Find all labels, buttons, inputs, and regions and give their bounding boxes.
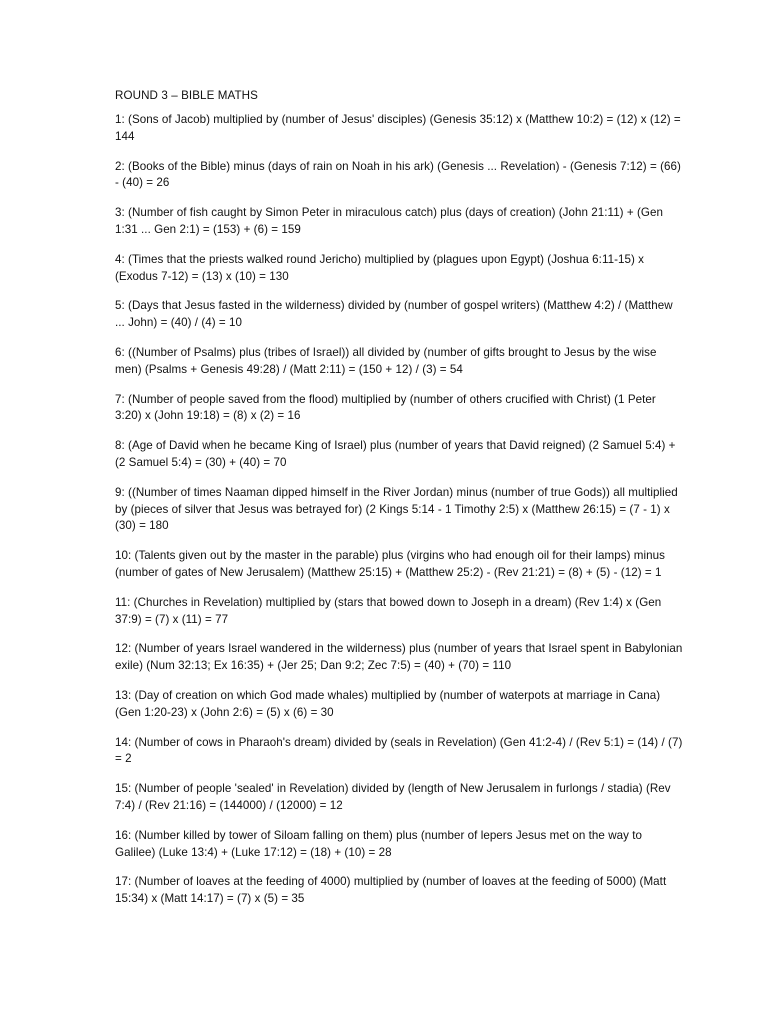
question-16: 16: (Number killed by tower of Siloam falling on them) plus (number of lepers Jesus met on the way to Galilee) (Luke 13:4) + (Luke 17:12) = (18) + (10) = 28 <box>115 828 643 859</box>
question-4: 4: (Times that the priests walked round Jericho) multiplied by (plagues upon Egypt) (Joshua 6:11-15) x (Exodus 7-12) = (13) x (10) = 130 <box>115 252 645 283</box>
question-10: 10: (Talents given out by the master in the parable) plus (virgins who had enough oil for their lamps) minus (number of gates of New Jerusalem) (Matthew 25:15) + (Matthew 25:2) - (Rev 21:21) = (8) + (5) - (12) = 1 <box>115 549 665 579</box>
question-1: 1: (Sons of Jacob) multiplied by (number of Jesus' disciples) (Genesis 35:12) x (Matthew 10:2) = (12) x (12) = 144 <box>115 113 681 143</box>
question-11: 11: (Churches in Revelation) multiplied by (stars that bowed down to Joseph in a dream) (Rev 1:4) x (Gen 37:9) = (7) x (11) = 77 <box>115 595 662 626</box>
question-9: 9: ((Number of times Naaman dipped himself in the River Jordan) minus (number of true Gods)) all multiplied by (pieces of silver that Jesus was betrayed for) (2 Kings 5:14 - 1 Timothy 2:5) x (Matthew 26:15) = (7 - 1) x (30) = 180 <box>115 485 678 533</box>
document-title: ROUND 3 – BIBLE MATHS <box>115 89 258 102</box>
question-8: 8: (Age of David when he became King of Israel) plus (number of years that David reigned) (2 Samuel 5:4) + (2 Samuel 5:4) = (30) + (40) = 70 <box>115 439 676 469</box>
question-17: 17: (Number of loaves at the feeding of 4000) multiplied by (number of loaves at the feeding of 5000) (Matt 15:34) x (Matt 14:17) = (7) x (5) = 35 <box>115 875 667 906</box>
question-12: 12: (Number of years Israel wandered in the wilderness) plus (number of years that Israel spent in Babylonian exile) (Num 32:13; Ex 16:35) + (Jer 25; Dan 9:2; Zec 7:5) = (40) + (70) = 110 <box>115 642 683 673</box>
question-2: 2: (Books of the Bible) minus (days of rain on Noah in his ark) (Genesis ... Revelation) - (Genesis 7:12) = (66) - (40) = 26 <box>115 159 681 190</box>
question-5: 5: (Days that Jesus fasted in the wilderness) divided by (number of gospel writers) (Matthew 4:2) / (Matthew ... John) = (40) / (4) = 10 <box>115 299 673 330</box>
question-6: 6: ((Number of Psalms) plus (tribes of Israel)) all divided by (number of gifts brought to Jesus by the wise men) (Psalms + Genesis 49:28) / (Matt 2:11) = (150 + 12) / (3) = 54 <box>115 345 657 376</box>
question-13: 13: (Day of creation on which God made whales) multiplied by (number of waterpots at marriage in Cana) (Gen 1:20-23) x (John 2:6) = (5) x (6) = 30 <box>115 688 661 719</box>
question-3: 3: (Number of fish caught by Simon Peter in miraculous catch) plus (days of creation) (John 21:11) + (Gen 1:31 ... Gen 2:1) = (153) + (6) = 159 <box>115 206 663 236</box>
document-page <box>115 88 683 921</box>
question-14: 14: (Number of cows in Pharaoh's dream) divided by (seals in Revelation) (Gen 41:2-4) / (Rev 5:1) = (14) / (7) = 2 <box>115 735 683 766</box>
question-15: 15: (Number of people 'sealed' in Revelation) divided by (length of New Jerusalem in furlongs / stadia) (Rev 7:4) / (Rev 21:16) = (144000) / (12000) = 12 <box>115 782 671 812</box>
question-7: 7: (Number of people saved from the flood) multiplied by (number of others crucified with Christ) (1 Peter 3:20) x (John 19:18) = (8) x (2) = 16 <box>115 392 656 423</box>
